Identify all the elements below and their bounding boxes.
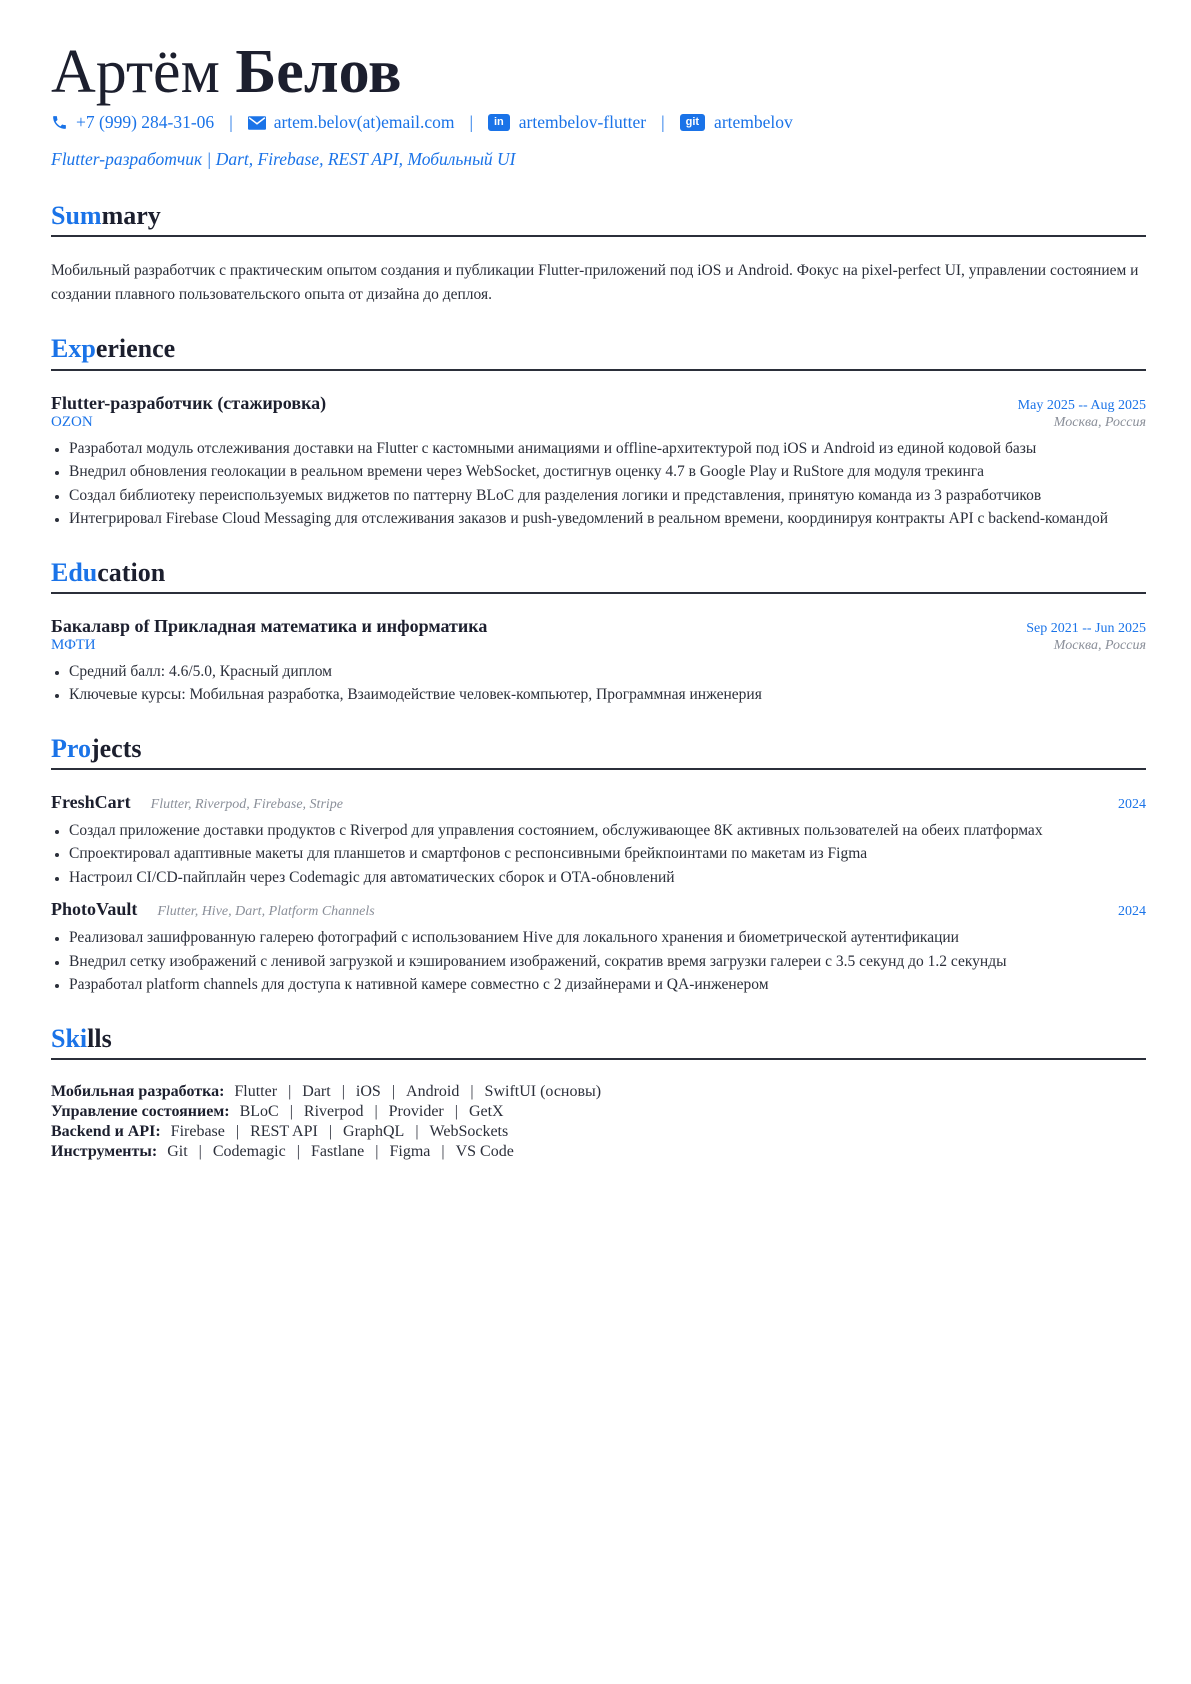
skill-item: GetX <box>468 1103 504 1121</box>
separator: | <box>661 112 665 133</box>
title-accent: Pro <box>51 733 91 763</box>
skill-group <box>51 1102 1146 1122</box>
resume-page <box>51 38 1146 1162</box>
github-contact[interactable] <box>680 112 793 133</box>
skill-item: Android <box>406 1083 460 1101</box>
skill-label: Мобильная разработка: <box>51 1083 225 1101</box>
project-name: FreshCart <box>51 791 131 812</box>
project-year: 2024 <box>1118 796 1146 812</box>
github-text: artembelov <box>714 112 793 133</box>
skill-group <box>51 1142 1146 1162</box>
skill-item: Git <box>167 1143 188 1161</box>
project-header <box>51 899 1146 920</box>
list-item: • Создал приложение доставки продуктов с Riverpod для управления состоянием, обслуживающее 8K активных пользователей на обеих платформах <box>69 819 1146 843</box>
git-icon: git <box>680 114 705 131</box>
job-role: Flutter-разработчик (стажировка) <box>51 392 327 413</box>
separator: | <box>441 1143 445 1161</box>
candidate-name <box>51 38 1146 106</box>
separator: | <box>296 1143 300 1161</box>
education-entry <box>51 616 1146 707</box>
project-bullets <box>51 926 1146 997</box>
skill-item: Provider <box>388 1103 444 1121</box>
school-name: МФТИ <box>51 636 96 653</box>
separator: | <box>469 112 473 133</box>
section-title-projects <box>51 733 1146 770</box>
skill-item: Figma <box>389 1143 431 1161</box>
education-section <box>51 557 1146 707</box>
linkedin-icon: in <box>488 114 510 131</box>
skill-group <box>51 1082 1146 1102</box>
experience-section <box>51 333 1146 530</box>
experience-bullets <box>51 437 1146 531</box>
list-item: • Внедрил сетку изображений с ленивой загрузкой и кэшированием изображений, сократив время загрузки галереи с 3.5 секунд до 1.2 секунды <box>69 950 1146 974</box>
education-dates: Sep 2021 -- Jun 2025 <box>1026 620 1146 636</box>
envelope-icon <box>248 116 266 130</box>
skill-label: Инструменты: <box>51 1143 158 1161</box>
separator: | <box>289 1103 293 1121</box>
title-rest: jects <box>90 733 142 763</box>
project-name: PhotoVault <box>51 899 138 920</box>
list-item: • Создал библиотеку переиспользуемых виджетов по паттерну BLoC для разделения логики и представления, принятую команда из 3 разработчиков <box>69 484 1146 508</box>
contact-bar <box>51 112 1146 133</box>
company-name: OZON <box>51 413 93 430</box>
separator: | <box>454 1103 458 1121</box>
project-bullets <box>51 819 1146 890</box>
phone-contact[interactable] <box>51 112 214 133</box>
school-location: Москва, Россия <box>1053 637 1146 653</box>
linkedin-contact[interactable] <box>488 112 646 133</box>
list-item: • Ключевые курсы: Мобильная разработка, Взаимодействие человек-компьютер, Программная инженерия <box>69 683 1146 707</box>
email-text: artem.belov(at)email.com <box>273 112 455 133</box>
title-rest: cation <box>97 557 166 587</box>
skills-list <box>51 1082 1146 1162</box>
title-accent: Exp <box>51 334 96 364</box>
skill-item: GraphQL <box>343 1123 405 1141</box>
separator: | <box>470 1083 474 1101</box>
separator: | <box>391 1083 396 1101</box>
title-rest: lls <box>87 1023 112 1053</box>
section-title-skills <box>51 1023 1146 1060</box>
skill-item: SwiftUI (основы) <box>484 1083 602 1101</box>
list-item: • Интегрировал Firebase Cloud Messaging для отслеживания заказов и push-уведомлений в реальном времени, координируя контракты API с backend-командой <box>69 507 1146 531</box>
job-dates: May 2025 -- Aug 2025 <box>1017 397 1146 413</box>
list-item: • Спроектировал адаптивные макеты для планшетов и смартфонов с респонсивными брейкпоинтами по макетам из Figma <box>69 842 1146 866</box>
separator: | <box>415 1123 419 1141</box>
skill-item: Dart <box>302 1083 331 1101</box>
summary-section <box>51 200 1146 307</box>
skill-item: REST API <box>250 1123 318 1141</box>
phone-text: +7 (999) 284-31-06 <box>76 112 215 133</box>
skill-item: Codemagic <box>212 1143 286 1161</box>
skill-item: Fastlane <box>310 1143 365 1161</box>
summary-text: Мобильный разработчик с практическим опытом создания и публикации Flutter-приложений под iOS и Android. Фокус на pixel-perfect UI, управлении состоянием и создании плавного пользовательского опыта от дизайна до деплоя. <box>51 262 1139 304</box>
separator: | <box>235 1123 240 1141</box>
skill-item: iOS <box>355 1083 381 1101</box>
title-rest: erience <box>95 334 176 364</box>
project-header <box>51 792 1146 813</box>
section-title-summary <box>51 200 1146 237</box>
project-stack: Flutter, Riverpod, Firebase, Stripe <box>150 796 343 812</box>
list-item: • Настроил CI/CD-пайплайн через Codemagic для автоматических сборок и OTA-обновлений <box>69 866 1146 890</box>
project-year: 2024 <box>1118 904 1146 920</box>
skill-item: WebSockets <box>429 1123 509 1141</box>
separator: | <box>374 1103 378 1121</box>
list-item: • Разработал platform channels для доступа к нативной камере совместно с 2 дизайнерами и QA-инженером <box>69 973 1146 997</box>
email-contact[interactable] <box>248 112 455 133</box>
list-item: • Реализовал зашифрованную галерею фотографий с использованием Hive для локального хранения и биометрической аутентификации <box>69 926 1146 950</box>
separator: | <box>229 112 233 133</box>
projects-section <box>51 733 1146 997</box>
tagline: Flutter-разработчик | Dart, Firebase, REST API, Мобильный UI <box>51 149 516 170</box>
linkedin-text: artembelov-flutter <box>518 112 647 133</box>
education-bullets <box>51 660 1146 707</box>
skill-item: Flutter <box>234 1083 278 1101</box>
title-accent: Ski <box>51 1023 88 1053</box>
list-item: • Средний балл: 4.6/5.0, Красный диплом <box>69 660 1146 684</box>
skill-item: VS Code <box>455 1143 514 1161</box>
skill-label: Backend и API: <box>51 1123 161 1141</box>
skill-group <box>51 1122 1146 1142</box>
skill-item: Riverpod <box>303 1103 364 1121</box>
first-name: Артём <box>51 38 220 106</box>
skill-item: Firebase <box>170 1123 225 1141</box>
job-location: Москва, Россия <box>1053 414 1146 430</box>
separator: | <box>328 1123 333 1141</box>
last-name: Белов <box>235 38 402 106</box>
phone-icon <box>51 114 68 131</box>
degree: Бакалавр of Прикладная математика и информатика <box>51 615 488 636</box>
title-accent: Edu <box>51 557 98 587</box>
list-item: • Разработал модуль отслеживания доставки на Flutter с кастомными анимациями и offline-архитектурой под iOS и Android из единой кодовой базы <box>69 437 1146 461</box>
section-title-education <box>51 557 1146 594</box>
experience-entry <box>51 393 1146 531</box>
separator: | <box>375 1143 379 1161</box>
project-stack: Flutter, Hive, Dart, Platform Channels <box>157 904 375 920</box>
skills-section <box>51 1023 1146 1162</box>
skill-item: BLoC <box>239 1103 279 1121</box>
section-title-experience <box>51 333 1146 370</box>
separator: | <box>198 1143 202 1161</box>
title-accent: Sum <box>51 201 102 231</box>
list-item: • Внедрил обновления геолокации в реальном времени через WebSocket, достигнув оценку 4.7 в Google Play и RuStore для модуля трекинга <box>69 460 1146 484</box>
title-rest: mary <box>101 201 161 231</box>
separator: | <box>341 1083 345 1101</box>
separator: | <box>288 1083 292 1101</box>
skill-label: Управление состоянием: <box>51 1103 230 1121</box>
